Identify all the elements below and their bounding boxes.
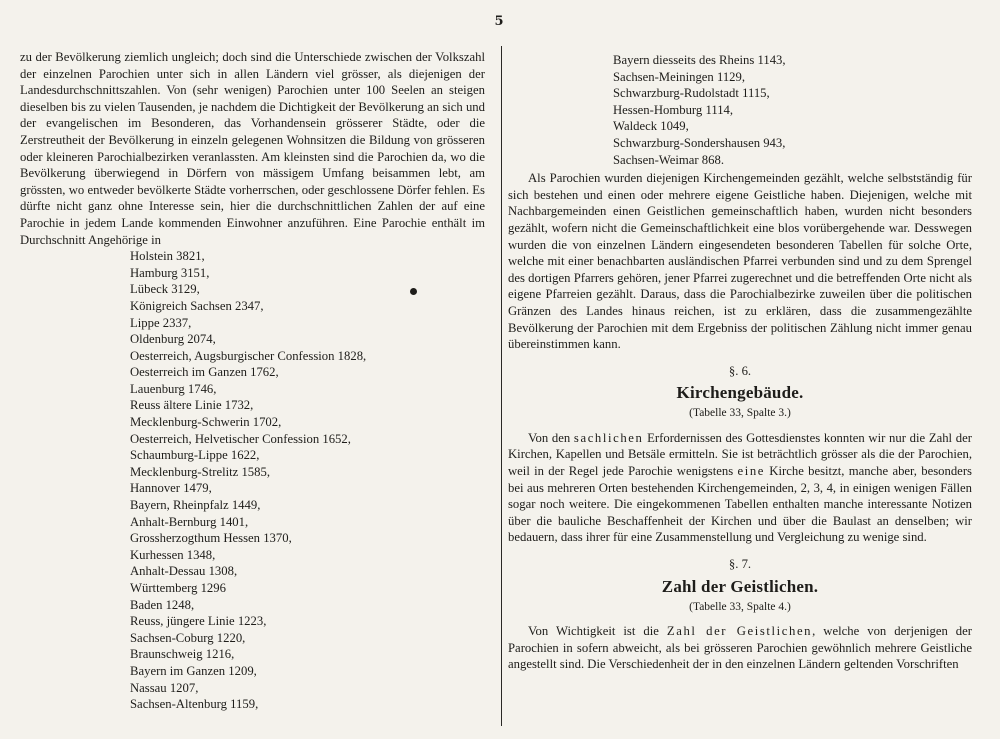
- section-6-title: Kirchengebäude.: [676, 383, 804, 403]
- list-item: Lippe 2337,: [130, 315, 192, 330]
- text-span: Kirche besitzt, manche aber, besonders bei aus mehreren Orten bestehenden Kirchengemeinden, 2, 3, 4, in einigen wenigen Fällen sogar noch weitere. Die eingekommenen Tabellen enthalten manche interessante Notizen über die bauliche Beschaffenheit der Kirchen und über die Baulast an denselben; wir bedauern, dass ihrer für eine Zusammenstellung und Vergleichung zu wenige sind.: [508, 464, 972, 545]
- list-item: Lübeck 3129,: [130, 282, 200, 297]
- list-item: Hamburg 3151,: [130, 265, 210, 280]
- spaced-emphasis: Zahl der Geistlichen: [666, 624, 813, 639]
- list-item: Bayern, Rheinpfalz 1449,: [130, 498, 261, 513]
- section-7-reference: (Tabelle 33, Spalte 4.): [689, 600, 791, 613]
- list-item: Sachsen-Coburg 1220,: [130, 630, 246, 645]
- list-item: Oldenburg 2074,: [130, 332, 216, 347]
- section-7-title: Zahl der Geistlichen.: [661, 576, 819, 596]
- text-span: Von den: [528, 430, 574, 445]
- list-item: Nassau 1207,: [130, 680, 199, 695]
- ink-dot: [410, 288, 417, 295]
- list-item: Schwarzburg-Rudolstadt 1115,: [613, 86, 770, 101]
- list-item: Oesterreich, Helvetischer Confession 1652,: [130, 431, 351, 446]
- page-number: 5: [494, 14, 504, 29]
- spaced-emphasis: eine: [737, 464, 766, 479]
- list-item: Bayern diesseits des Rheins 1143,: [613, 53, 786, 67]
- parish-average-list-continued: [508, 52, 972, 168]
- spaced-emphasis: sachlichen: [573, 430, 644, 445]
- right-column: [508, 52, 972, 673]
- parish-average-list: [20, 248, 485, 713]
- list-item: Reuss ältere Linie 1732,: [130, 398, 254, 413]
- section-6-number: §. 6.: [728, 363, 752, 378]
- list-item: Braunschweig 1216,: [130, 647, 235, 662]
- list-item: Württemberg 1296: [130, 581, 226, 595]
- section-7-paragraph: [508, 623, 972, 673]
- list-item: Sachsen-Meiningen 1129,: [613, 69, 746, 84]
- section-6-paragraph: [508, 430, 972, 546]
- list-item: Waldeck 1049,: [613, 119, 689, 134]
- list-item: Hannover 1479,: [130, 481, 212, 496]
- section-6-reference: (Tabelle 33, Spalte 3.): [689, 407, 791, 420]
- list-item: Schaumburg-Lippe 1622,: [130, 448, 260, 463]
- list-item: Sachsen-Altenburg 1159,: [130, 697, 259, 712]
- list-item: Baden 1248,: [130, 597, 195, 612]
- list-item: Reuss, jüngere Linie 1223,: [130, 614, 267, 629]
- list-item: Hessen-Homburg 1114,: [613, 102, 734, 117]
- text-span: Erfordernissen des Gottesdienstes konnten wir nur die Zahl der Kirchen, Kapellen und Betsäle ermitteln. Sie ist beträchtlich grösser als die der Parochien, weil in der Regel jede Parochie wenigstens: [508, 430, 972, 479]
- list-item: Mecklenburg-Strelitz 1585,: [130, 464, 271, 479]
- list-item: Schwarzburg-Sondershausen 943,: [613, 135, 786, 150]
- list-item: Anhalt-Bernburg 1401,: [130, 514, 249, 529]
- list-item: Holstein 3821,: [130, 249, 205, 264]
- list-item: Sachsen-Weimar 868.: [613, 152, 725, 167]
- column-divider: [501, 46, 502, 726]
- list-item: Bayern im Ganzen 1209,: [130, 663, 257, 678]
- section-7-number: §. 7.: [728, 557, 752, 572]
- list-item: Königreich Sachsen 2347,: [130, 298, 264, 313]
- list-item: Kurhessen 1348,: [130, 547, 216, 562]
- left-paragraph: zu der Bevölkerung ziemlich ungleich; doch sind die Unterschiede zwischen der Volkszahl der einzelnen Parochien unter sich in allen Ländern viel grösser, als diejenigen der Landesdurchschnittszahlen. Von (sehr wenigen) Parochien unter 100 Seelen an steigen dieselben bis zu vielen Tausenden, je nachdem die Dichtigkeit der Bevölkerung an sich und der evangelischen im Besonderen, das Vorhandensein grösserer Städte, oder die Zerstreutheit der Bevölkerung in einzeln gelegenen Wohnsitzen die Bildung von grösseren oder kleineren Parochialbezirken veranlassten. Am kleinsten sind die Parochien da, wo die Bevölkerung überwiegend in Dörfern von mässigem Umfang beisammen lebt, am grössten, wo entweder bevölkerte Städte vorherrschen, oder geschlossene Dörfer fehlen. Es dürfte nicht ganz ohne Interesse sein, hier die durchschnittlichen Zahlen der auf eine Parochie in jedem Lande kommenden Einwohner anzuführen. Eine Parochie enthält im Durchschnitt Angehörige in: [20, 50, 485, 247]
- list-item: Lauenburg 1746,: [130, 381, 217, 396]
- left-column: [20, 49, 485, 713]
- list-item: Mecklenburg-Schwerin 1702,: [130, 415, 282, 430]
- list-item: Grossherzogthum Hessen 1370,: [130, 531, 292, 546]
- text-span: Von Wichtigkeit ist die: [528, 624, 667, 639]
- list-item: Oesterreich im Ganzen 1762,: [130, 365, 279, 380]
- text-span: , welche von derjenigen der Parochien in sofern abweicht, als bei grösseren Parochien gewöhnlich mehrere Geistliche angestellt sind. Die Verschiedenheit der in den einzelnen Ländern geltenden Vorschriften: [508, 624, 973, 672]
- parochien-definition-paragraph: Als Parochien wurden diejenigen Kirchengemeinden gezählt, welche selbstständig für sich bestehen und einen oder mehrere eigene Geistliche haben. Diejenigen, welche mit Nachbargemeinden einen Geistlichen gemeinschaftlich haben, wurden nicht besonders gezählt, wofern nicht die Gemeinschaftlichkeit eine blos vorübergehende war. Desswegen wurden die von einzelnen Ländern eingesendeten besonderen Tabellen für solche Orte, welche mit einer benachbarten ausländischen Pfarrei verbunden sind und zu dem Sprengel des dortigen Pfarrers gehören, jener Pfarrei zugerechnet und die betreffenden Orte nicht als eigene Pfarreien gezählt. Daraus, dass die Parochialbezirke zuweilen über die politischen Gränzen des Landes hinaus reichen, ist zu erklären, dass die zusammengezählte Bevölkerung der Parochien mit dem Ergebniss der politischen Zählung nicht immer genau übereinstimmen kann.: [508, 171, 972, 352]
- list-item: Anhalt-Dessau 1308,: [130, 564, 238, 579]
- list-item: Oesterreich, Augsburgischer Confession 1828,: [130, 348, 367, 363]
